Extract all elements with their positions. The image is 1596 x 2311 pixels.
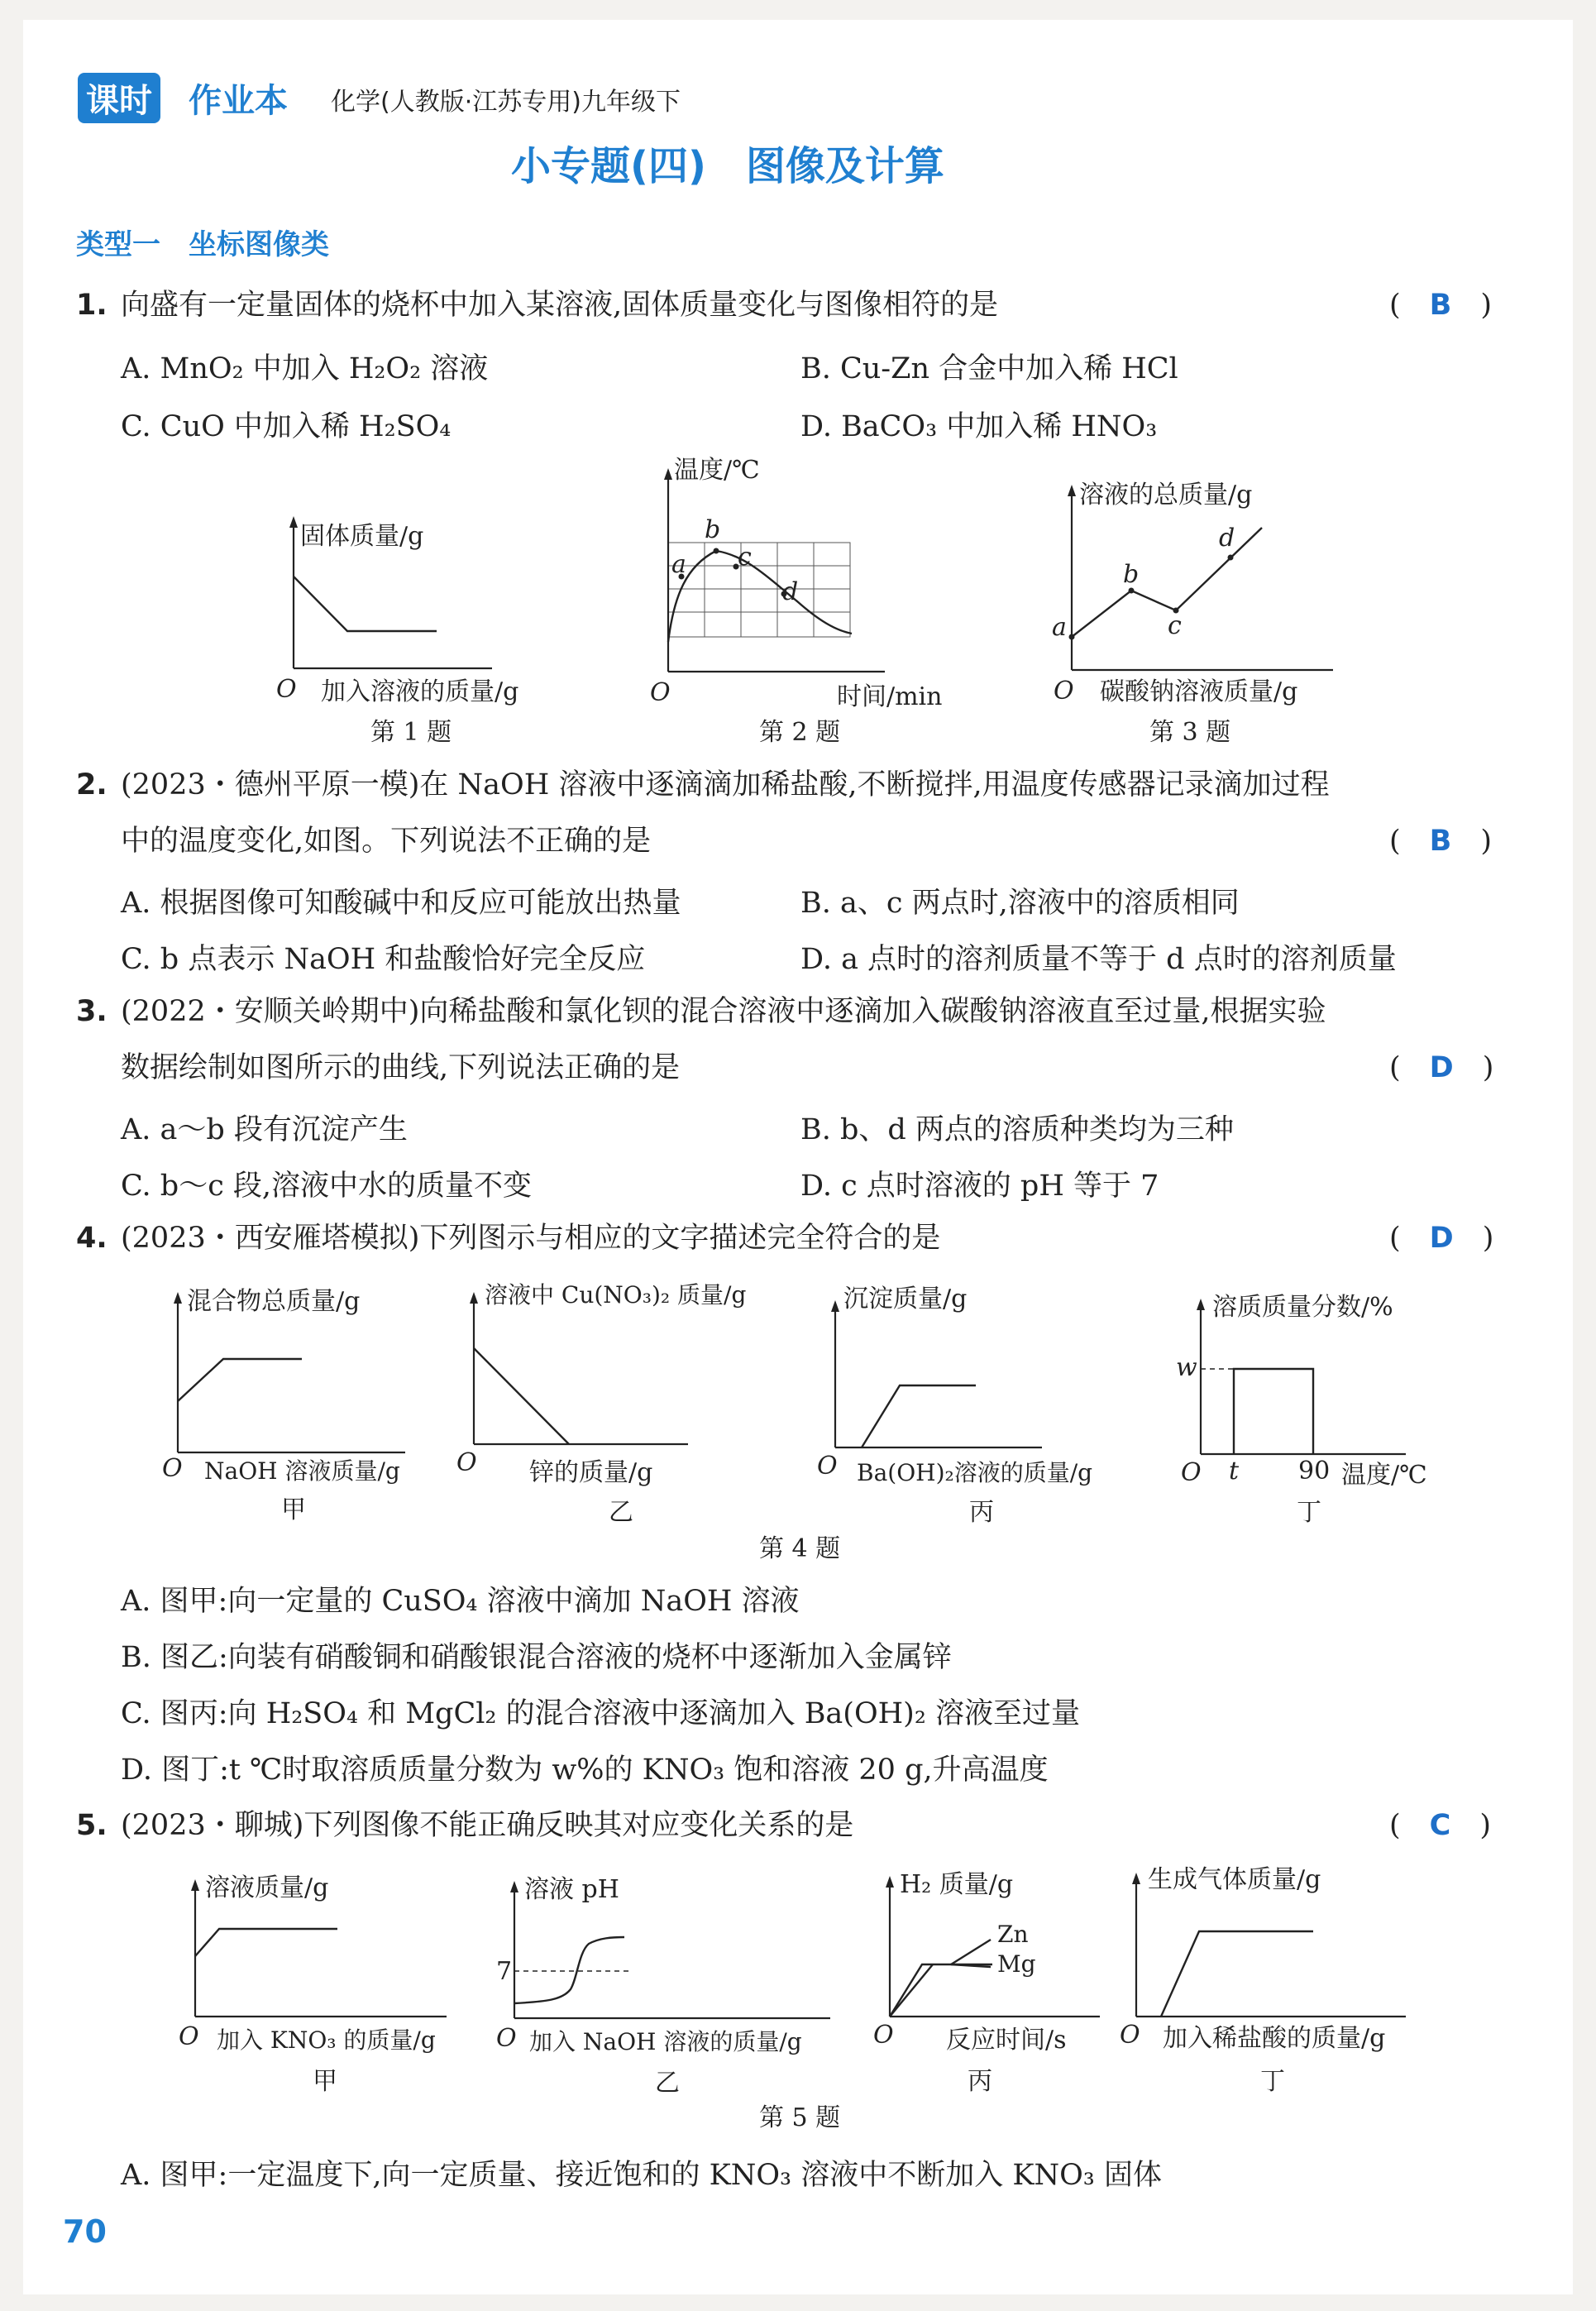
q3-option-b: B. b、d 两点的溶质种类均为三种 (800, 1113, 1234, 1146)
q2-answer-bracket: ( B ) (1389, 825, 1492, 858)
q4-jia-origin: O (162, 1454, 183, 1483)
q4-yi-ylabel: 溶液中 Cu(NO₃)₂ 质量/g (485, 1281, 747, 1309)
fig3-point-c: c (1168, 611, 1182, 640)
fig3-ylabel: 溶液的总质量/g (1079, 481, 1253, 510)
q4-option-d: D. 图丁:t ℃时取溶质质量分数为 w%的 KNO₃ 饱和溶液 20 g,升高温度 (121, 1754, 1049, 1787)
fig1-ylabel: 固体质量/g (300, 522, 424, 551)
q4-stem: (2023・西安雁塔模拟)下列图示与相应的文字描述完全符合的是 (121, 1222, 941, 1255)
q5-jia-xlabel: 加入 KNO₃ 的质量/g (217, 2026, 436, 2054)
q1-option-c: C. CuO 中加入稀 H₂SO₄ (121, 410, 452, 443)
q4-ding-name: 丁 (1297, 1498, 1321, 1527)
q5-ding-ylabel: 生成气体质量/g (1148, 1865, 1321, 1894)
q4-bing-ylabel: 沉淀质量/g (843, 1285, 968, 1313)
q4-ding-xlabel: 温度/℃ (1341, 1461, 1427, 1490)
fig2-origin: O (650, 678, 671, 707)
q1-option-d: D. BaCO₃ 中加入稀 HNO₃ (800, 410, 1158, 443)
q5-caption: 第 5 题 (759, 2103, 841, 2132)
q5-answer-bracket: ( C ) (1389, 1809, 1491, 1842)
q5-fig-bing (873, 1870, 1100, 2096)
header-book-title: 作业本 (189, 82, 288, 120)
header-subtitle: 化学(人教版·江苏专用)九年级下 (331, 88, 681, 117)
q3-stem-line1: (2022・安顺关岭期中)向稀盐酸和氯化钡的混合溶液中逐滴加入碳酸钠溶液直至过量,根据实验 (121, 995, 1326, 1028)
q5-yi-origin: O (496, 2024, 517, 2053)
fig2-point-c: c (738, 543, 752, 572)
q4-fig-yi (456, 1281, 746, 1527)
q1-option-a: A. MnO₂ 中加入 H₂O₂ 溶液 (121, 352, 489, 385)
fig2-caption: 第 2 题 (759, 718, 841, 747)
q5-bing-ylabel: H₂ 质量/g (900, 1870, 1014, 1899)
fig2-point-d: d (782, 577, 799, 606)
fig2-ylabel: 温度/℃ (674, 456, 760, 485)
q4-jia-name: 甲 (281, 1495, 306, 1524)
q2-number: 2. (76, 768, 108, 801)
q5-bing-origin: O (873, 2021, 894, 2050)
fig2-graph (650, 456, 942, 747)
q2-stem-line1: (2023・德州平原一模)在 NaOH 溶液中逐滴滴加稀盐酸,不断搅拌,用温度传感器记录滴加过程 (121, 768, 1330, 801)
q1-answer-bracket: ( B ) (1389, 289, 1492, 322)
fig1-caption: 第 1 题 (370, 718, 452, 747)
q5-yi-ytick: 7 (496, 1957, 513, 1986)
fig3-point-d: d (1219, 524, 1235, 553)
q3-answer: D (1429, 1051, 1454, 1084)
q4-ding-ylabel: 溶质质量分数/% (1212, 1293, 1393, 1322)
q2-option-b: B. a、c 两点时,溶液中的溶质相同 (800, 887, 1240, 920)
q1-stem: 向盛有一定量固体的烧杯中加入某溶液,固体质量变化与图像相符的是 (121, 289, 999, 322)
q4-answer-bracket: ( D ) (1389, 1222, 1494, 1255)
q4-option-a: A. 图甲:向一定量的 CuSO₄ 溶液中滴加 NaOH 溶液 (121, 1585, 800, 1618)
q5-ding-origin: O (1120, 2021, 1140, 2050)
q4-yi-xlabel: 锌的质量/g (529, 1458, 653, 1487)
q5-fig-ding (1120, 1865, 1406, 2096)
q3-option-d: D. c 点时溶液的 pH 等于 7 (800, 1170, 1159, 1203)
q1-option-b: B. Cu-Zn 合金中加入稀 HCl (800, 352, 1178, 385)
q5-fig-yi (496, 1875, 830, 2098)
q5-jia-ylabel: 溶液质量/g (205, 1873, 329, 1902)
q4-ding-xtick-90: 90 (1298, 1457, 1331, 1486)
section-heading: 类型一 坐标图像类 (76, 228, 329, 261)
q5-yi-xlabel: 加入 NaOH 溶液的质量/g (529, 2028, 802, 2055)
q4-number: 4. (76, 1222, 108, 1255)
q5-answer: C (1429, 1809, 1451, 1842)
figures-q4 (0, 1266, 1596, 1572)
fig3-origin: O (1054, 677, 1074, 706)
q4-bing-name: 丙 (969, 1498, 994, 1527)
q4-caption: 第 4 题 (759, 1534, 841, 1563)
q4-option-c: C. 图丙:向 H₂SO₄ 和 MgCl₂ 的混合溶液中逐滴加入 Ba(OH)₂ 溶液至过量 (121, 1697, 1080, 1730)
fig1-xlabel: 加入溶液的质量/g (321, 677, 519, 706)
q2-answer: B (1429, 825, 1452, 858)
q4-jia-xlabel: NaOH 溶液质量/g (204, 1457, 400, 1485)
q4-fig-bing (817, 1285, 1092, 1527)
fig2-xlabel: 时间/min (837, 682, 943, 711)
q2-stem-line2: 中的温度变化,如图。下列说法不正确的是 (121, 825, 652, 858)
figures-q5 (0, 1853, 1596, 2151)
q4-ding-xtick-t: t (1229, 1457, 1240, 1486)
q5-jia-origin: O (179, 2022, 199, 2051)
q3-option-a: A. a～b 段有沉淀产生 (121, 1113, 408, 1146)
q5-option-a: A. 图甲:一定温度下,向一定质量、接近饱和的 KNO₃ 溶液中不断加入 KNO₃ 固体 (121, 2159, 1162, 2192)
q3-stem-line2: 数据绘制如图所示的曲线,下列说法正确的是 (121, 1051, 681, 1084)
q5-yi-name: 乙 (655, 2069, 680, 2098)
fig1-origin: O (276, 675, 297, 704)
fig2-grid (668, 543, 850, 637)
q3-number: 3. (76, 995, 108, 1028)
q4-fig-ding (1176, 1293, 1427, 1527)
q5-bing-name: 丙 (968, 2067, 992, 2096)
fig3-point-b: b (1123, 560, 1140, 589)
q5-jia-name: 甲 (313, 2067, 337, 2096)
q5-stem: (2023・聊城)下列图像不能正确反映其对应变化关系的是 (121, 1809, 854, 1842)
q4-answer: D (1429, 1222, 1454, 1255)
q2-option-a: A. 根据图像可知酸碱中和反应可能放出热量 (121, 887, 681, 920)
header-logo: 课时 (78, 73, 160, 123)
page-title: 小专题(四) 图像及计算 (511, 143, 944, 189)
q5-ding-name: 丁 (1260, 2067, 1285, 2096)
q5-bing-label-zn: Zn (997, 1921, 1029, 1948)
page-number: 70 (63, 2213, 107, 2250)
q5-fig-jia (179, 1873, 447, 2096)
fig3-caption: 第 3 题 (1149, 718, 1231, 747)
q2-option-c: C. b 点表示 NaOH 和盐酸恰好完全反应 (121, 943, 646, 976)
q4-ding-ytick: w (1176, 1353, 1197, 1382)
fig3-point-a: a (1052, 613, 1067, 642)
q4-bing-xlabel: Ba(OH)₂溶液的质量/g (857, 1459, 1093, 1486)
fig1-graph (276, 516, 518, 747)
fig2-curve (668, 551, 852, 642)
q4-yi-origin: O (456, 1448, 477, 1477)
q1-answer: B (1429, 289, 1452, 322)
q3-option-c: C. b～c 段,溶液中水的质量不变 (121, 1170, 533, 1203)
q4-yi-name: 乙 (609, 1498, 633, 1527)
q4-jia-ylabel: 混合物总质量/g (187, 1287, 361, 1316)
fig2-point-a: a (671, 550, 686, 579)
fig3-xlabel: 碳酸钠溶液质量/g (1100, 677, 1298, 706)
figures-q1-q3 (0, 447, 1596, 761)
q4-fig-jia (162, 1287, 405, 1524)
fig1-curve (294, 577, 437, 631)
q4-ding-origin: O (1181, 1458, 1202, 1487)
q3-answer-bracket: ( D ) (1389, 1051, 1494, 1084)
q4-option-b: B. 图乙:向装有硝酸铜和硝酸银混合溶液的烧杯中逐渐加入金属锌 (121, 1641, 952, 1674)
q2-option-d: D. a 点时的溶剂质量不等于 d 点时的溶剂质量 (800, 943, 1397, 976)
q5-bing-label-mg: Mg (997, 1950, 1036, 1978)
q1-number: 1. (76, 289, 108, 322)
q5-number: 5. (76, 1809, 108, 1842)
fig3-graph (1052, 481, 1333, 747)
q5-bing-xlabel: 反应时间/s (946, 2026, 1067, 2055)
q5-ding-xlabel: 加入稀盐酸的质量/g (1163, 2024, 1386, 2053)
q4-bing-origin: O (817, 1452, 838, 1481)
q5-yi-ylabel: 溶液 pH (524, 1875, 619, 1904)
fig2-point-b: b (705, 515, 721, 544)
